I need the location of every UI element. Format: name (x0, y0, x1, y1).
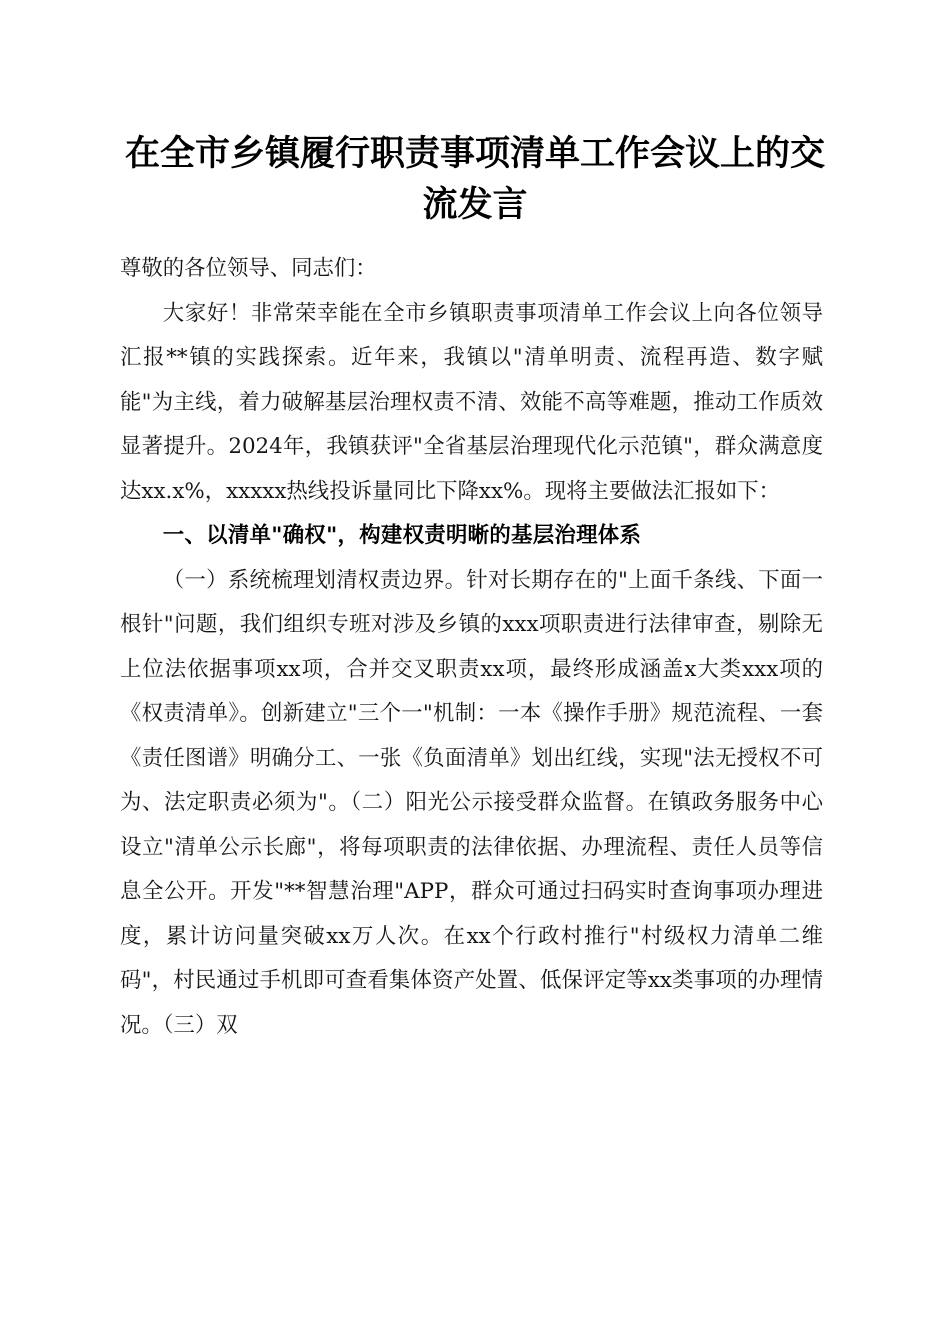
document-title: 在全市乡镇履行职责事项清单工作会议上的交流发言 (124, 133, 825, 225)
intro-paragraph: 大家好！非常荣幸能在全市乡镇职责事项清单工作会议上向各位领导汇报**镇的实践探索。近年来，我镇以"清单明责、流程再造、数字赋能"为主线，着力破解基层治理权责不清、效能不高等难题，推动工作质效显著提升。2024年，我镇获评"全省基层治理现代化示范镇"，群众满意度达xx.x%，xxxxx热线投诉量同比下降xx%。现将主要做法汇报如下： (120, 300, 823, 504)
section-paragraph: （一）系统梳理划清权责边界。针对长期存在的"上面千条线、下面一根针"问题，我们组织专班对涉及乡镇的xxx项职责进行法律审查，剔除无上位法依据事项xx项，合并交叉职责xx项，最终形成涵盖x大类xxx项的《权责清单》。创新建立"三个一"机制：一本《操作手册》规范流程、一套《责任图谱》明确分工、一张《负面清单》划出红线，实现"法无授权不可为、法定职责必须为"。（二）阳光公示接受群众监督。在镇政务服务中心设立"清单公示长廊"，将每项职责的法律依据、办理流程、责任人员等信息全公开。开发"**智慧治理"APP，群众可通过扫码实时查询事项办理进度，累计访问量突破xx万人次。在xx个行政村推行"村级权力清单二维码"，村民通过手机即可查看集体资产处置、低保评定等xx类事项的办理情况。（三）双 (120, 567, 823, 1038)
salutation: 尊敬的各位领导、同志们： (120, 256, 377, 281)
document-body (120, 247, 823, 1048)
section-heading: 一、以清单"确权"，构建权责明晰的基层治理体系 (162, 523, 642, 548)
